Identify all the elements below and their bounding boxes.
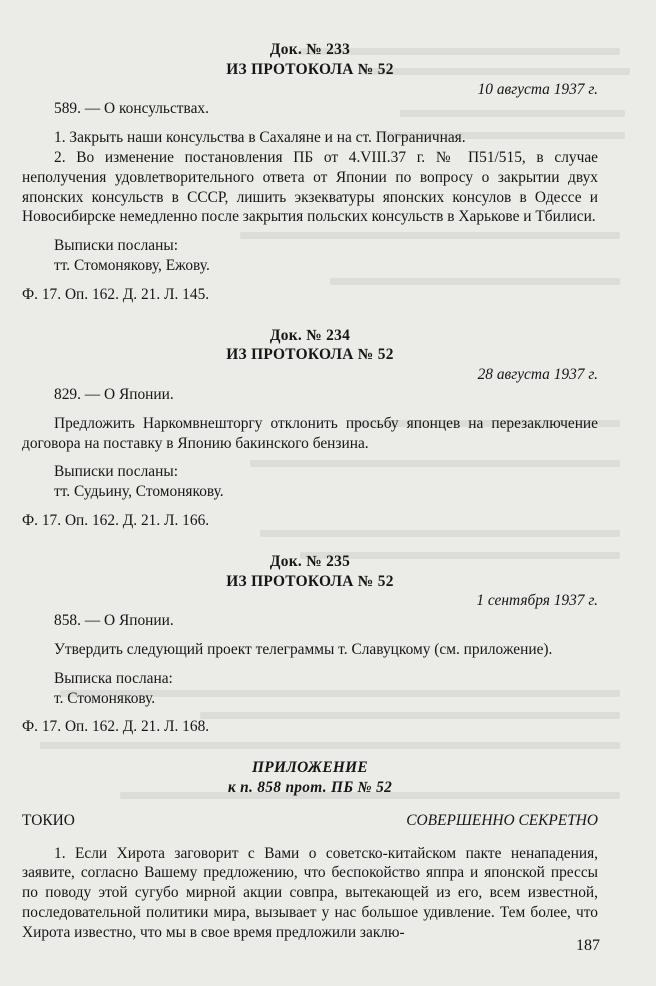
doc-233-item: 589. — О консульствах. <box>54 100 209 118</box>
appendix-place: ТОКИО <box>22 811 75 829</box>
appendix-text: 1. Если Хирота заговорит с Вами о советско-китайском пакте ненападения, заявите, согласно Вашему предложению, что беспокойство яппра и японской прессы по поводу этой сугубо мирной акции совпра, вытекающей из его, всем известной, последовательной политики мира, вызывает у нас большое удивление. Тем более, что Хирота известно, что мы в свое время предложили заклю- <box>22 844 598 941</box>
doc-234-sent-label: Выписки посланы: <box>54 463 178 481</box>
doc-233-date: 10 августа 1937 г. <box>477 80 598 98</box>
doc-235-sent-to: т. Стомонякову. <box>54 689 156 707</box>
doc-233-title: Док. № 233 <box>269 41 351 58</box>
doc-235-paragraph-1: Утвердить следующий проект телеграммы т. Славуцкому (см. приложение). <box>54 640 553 658</box>
doc-234-archive-ref: Ф. 17. Оп. 162. Д. 21. Л. 166. <box>22 511 210 529</box>
doc-233-paragraph-1: 1. Закрыть наши консульства в Сахаляне и на ст. Пограничная. <box>54 129 466 147</box>
doc-235-sent-label: Выписка послана: <box>54 669 173 687</box>
doc-235-title: Док. № 235 <box>269 552 351 570</box>
appendix-subtitle: к п. 858 прот. ПБ № 52 <box>227 778 393 796</box>
appendix-title: ПРИЛОЖЕНИЕ <box>251 759 369 777</box>
doc-234-subtitle: ИЗ ПРОТОКОЛА № 52 <box>226 346 394 364</box>
doc-233-archive-ref: Ф. 17. Оп. 162. Д. 21. Л. 145. <box>22 285 210 303</box>
doc-235-subtitle: ИЗ ПРОТОКОЛА № 52 <box>226 572 394 590</box>
doc-233-sent-to: тт. Стомонякову, Ежову. <box>54 256 210 274</box>
doc-235-archive-ref: Ф. 17. Оп. 162. Д. 21. Л. 168. <box>22 718 210 736</box>
doc-234-date: 28 августа 1937 г. <box>477 366 598 384</box>
appendix-secrecy: СОВЕРШЕННО СЕКРЕТНО <box>406 811 598 829</box>
page-number: 187 <box>576 937 600 954</box>
document-page <box>22 40 598 942</box>
appendix-header-row <box>22 811 598 831</box>
doc-233-subtitle: ИЗ ПРОТОКОЛА № 52 <box>226 60 394 78</box>
doc-234-item: 829. — О Японии. <box>54 385 174 403</box>
doc-234-title: Док. № 234 <box>269 326 351 344</box>
doc-235-date: 1 сентября 1937 г. <box>476 592 598 610</box>
doc-233-sent-label: Выписки посланы: <box>54 237 178 255</box>
doc-233-paragraph-2: 2. Во изменение постановления ПБ от 4.VIII.37 г. № П51/515, в случае неполучения удовлетворительного ответа от Японии по вопросу о закрытии двух японских консульств в СССР, лишить экзекватуры японских консулов в Одессе и Новосибирске немедленно после закрытия польских консульств в Харькове и Тбилиси. <box>22 148 598 226</box>
doc-234-sent-to: тт. Судьину, Стомонякову. <box>54 483 224 501</box>
doc-234-paragraph-1: Предложить Наркомвнешторгу отклонить просьбу японцев на перезаключение договора на поставку в Японию бакинского бензина. <box>22 414 598 452</box>
doc-235-item: 858. — О Японии. <box>54 612 174 630</box>
